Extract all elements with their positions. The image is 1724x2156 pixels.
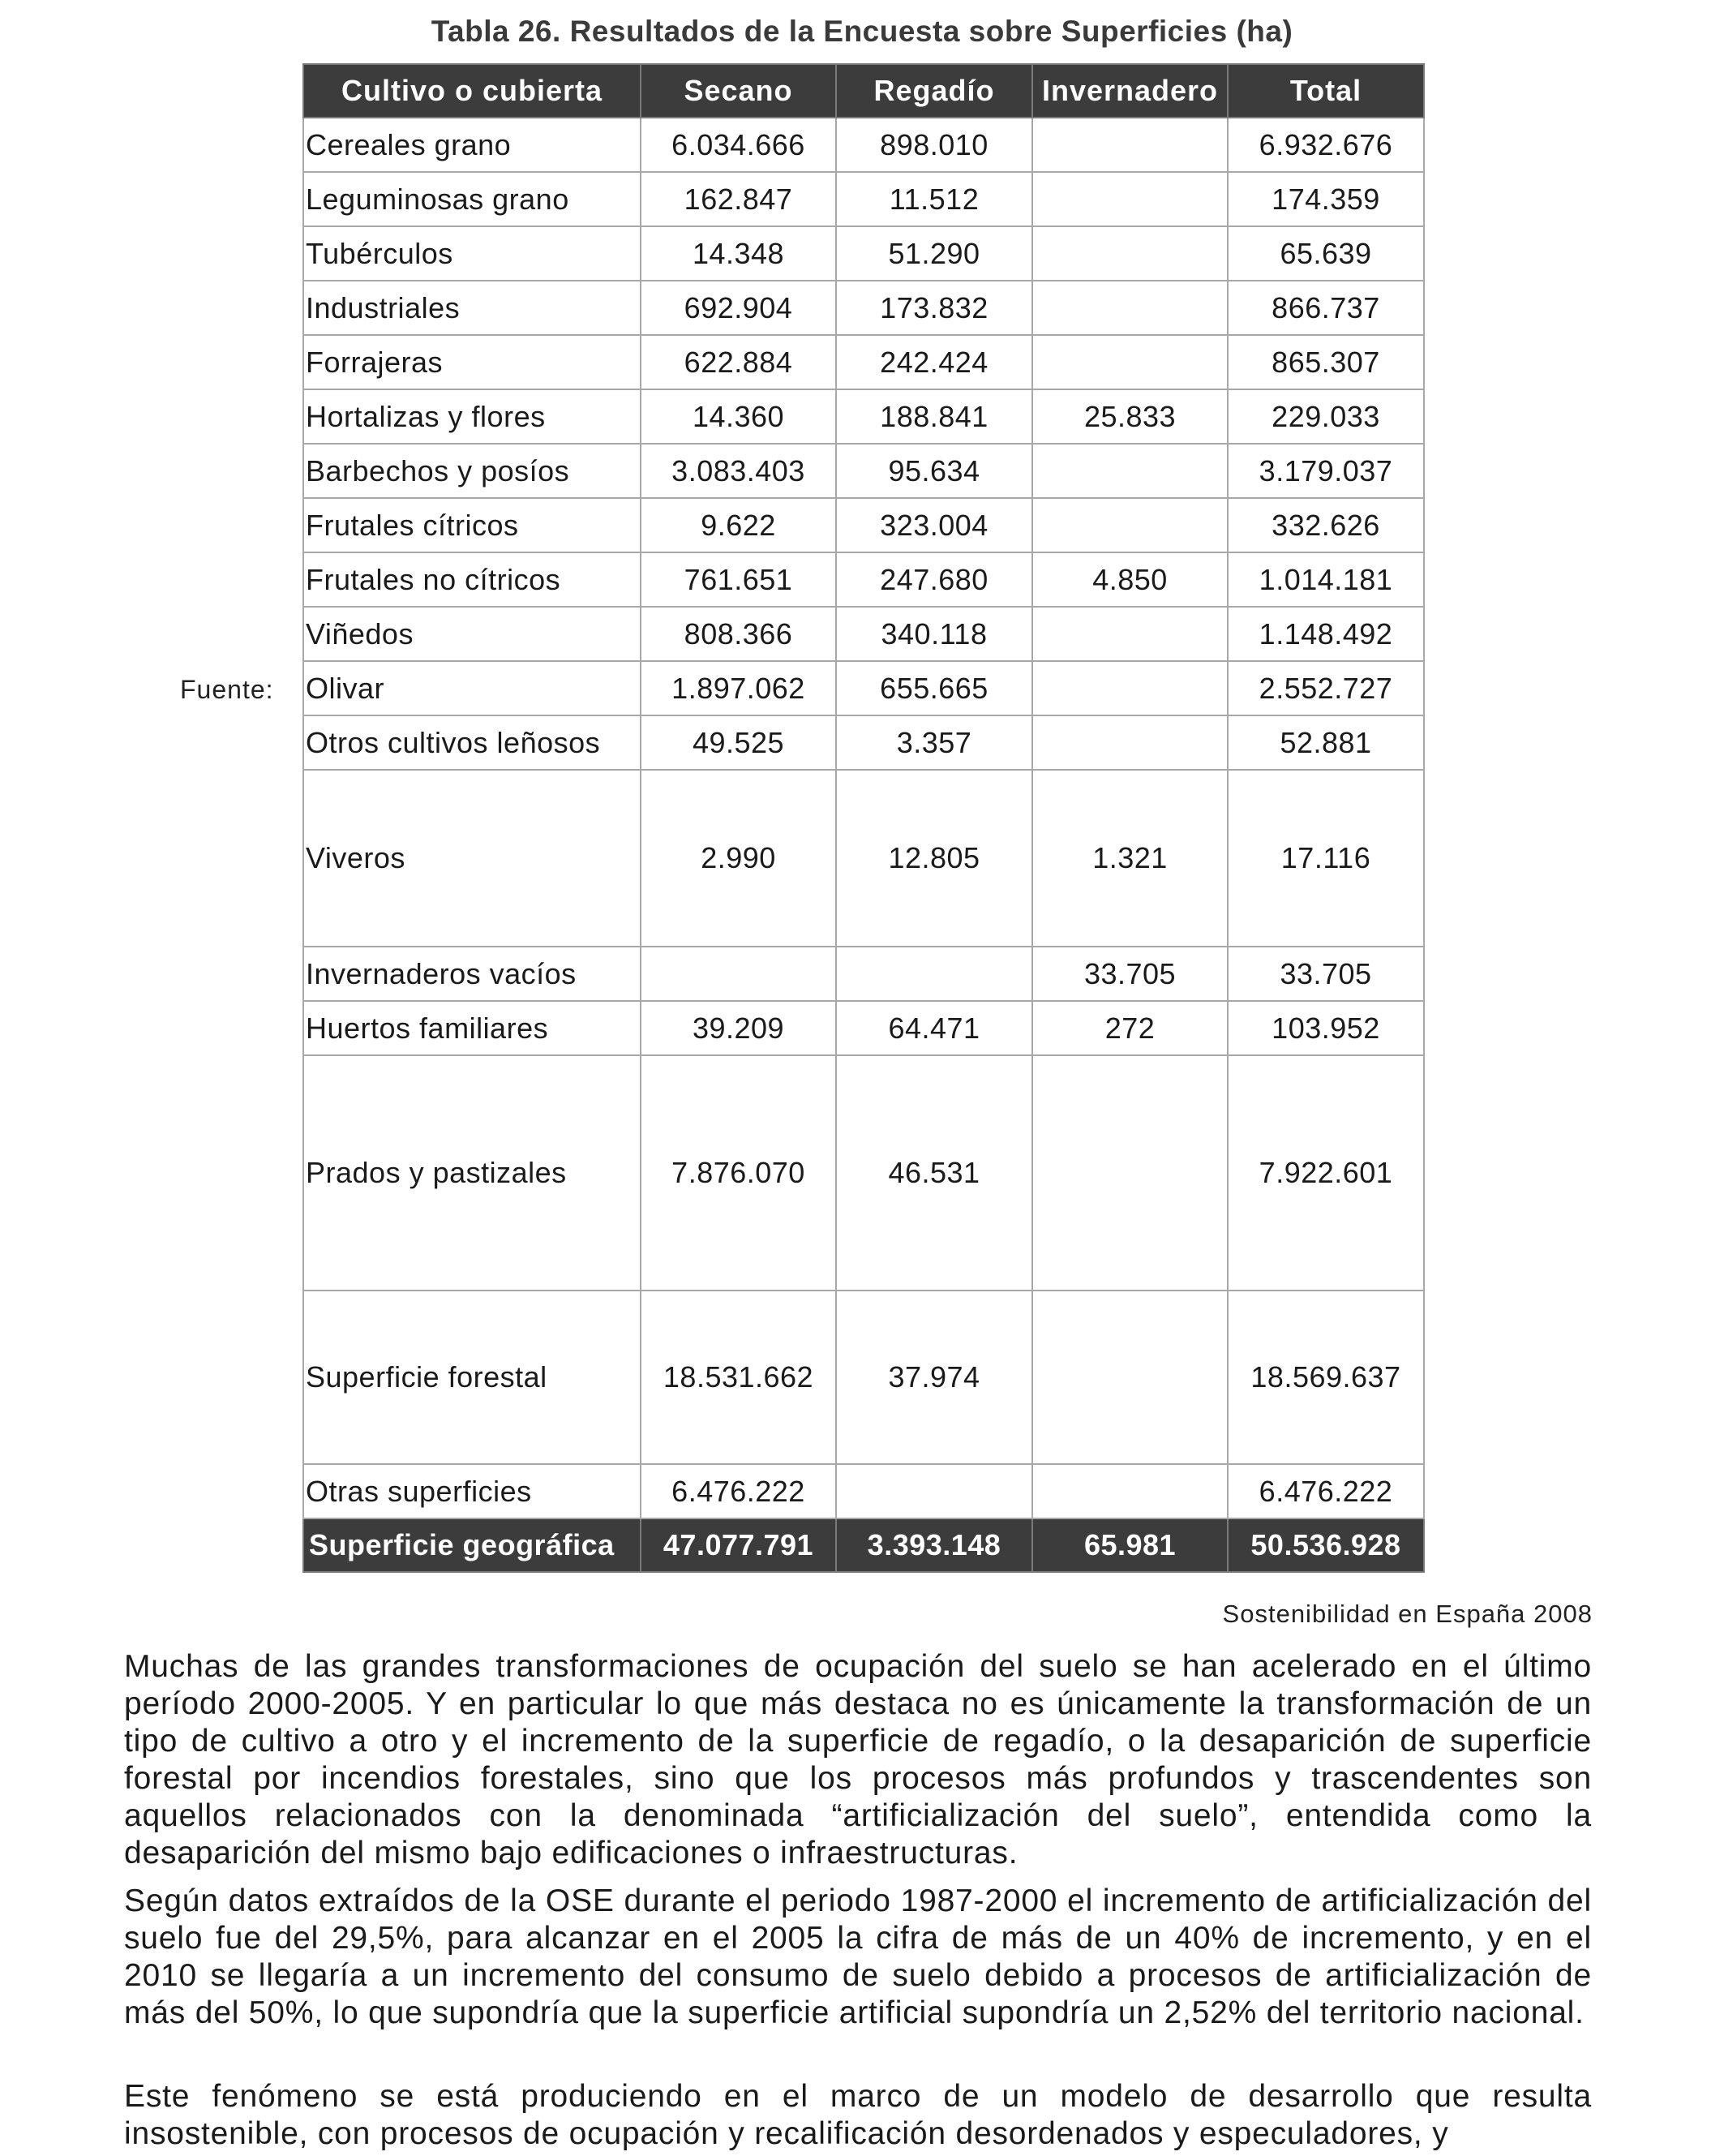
cell-secano: 1.897.062 bbox=[641, 661, 836, 715]
body-paragraph: Este fenómeno se está produciendo en el marco de un modelo de desarrollo que resulta insostenible, con procesos de ocupación y recalificación desordenados y especuladores, y bbox=[124, 2079, 1592, 2151]
cell-secano: 39.209 bbox=[641, 1001, 836, 1055]
cell-total: 332.626 bbox=[1228, 498, 1424, 552]
cell-invernadero: 4.850 bbox=[1032, 552, 1228, 607]
cell-regadio: 11.512 bbox=[836, 172, 1032, 226]
row-label: Frutales no cítricos bbox=[303, 552, 641, 607]
table-row bbox=[303, 118, 1424, 172]
table-row bbox=[303, 770, 1424, 947]
row-label: Superficie forestal bbox=[303, 1291, 641, 1464]
table-row bbox=[303, 172, 1424, 226]
cell-secano: 3.083.403 bbox=[641, 444, 836, 498]
row-label: Olivar bbox=[303, 661, 641, 715]
header-secano: Secano bbox=[641, 64, 836, 118]
cell-total: 52.881 bbox=[1228, 715, 1424, 770]
cell-secano: 9.622 bbox=[641, 498, 836, 552]
cell-secano: 162.847 bbox=[641, 172, 836, 226]
row-label: Tubérculos bbox=[303, 226, 641, 281]
cell-regadio: 247.680 bbox=[836, 552, 1032, 607]
table-row bbox=[303, 715, 1424, 770]
cell-invernadero bbox=[1032, 607, 1228, 661]
total-invernadero: 65.981 bbox=[1032, 1518, 1228, 1572]
cell-invernadero bbox=[1032, 118, 1228, 172]
header-cultivo: Cultivo o cubierta bbox=[303, 64, 641, 118]
cell-secano: 692.904 bbox=[641, 281, 836, 335]
row-label: Frutales cítricos bbox=[303, 498, 641, 552]
table-row bbox=[303, 947, 1424, 1001]
cell-regadio: 12.805 bbox=[836, 770, 1032, 947]
header-invernadero: Invernadero bbox=[1032, 64, 1228, 118]
total-row bbox=[303, 1518, 1424, 1572]
cell-invernadero: 1.321 bbox=[1032, 770, 1228, 947]
cell-invernadero bbox=[1032, 444, 1228, 498]
cell-secano: 14.348 bbox=[641, 226, 836, 281]
row-label: Forrajeras bbox=[303, 335, 641, 389]
table-caption: Tabla 26. Resultados de la Encuesta sobre Superficies (ha) bbox=[431, 15, 1293, 48]
cell-invernadero bbox=[1032, 498, 1228, 552]
cell-secano: 622.884 bbox=[641, 335, 836, 389]
cell-total: 2.552.727 bbox=[1228, 661, 1424, 715]
table-row bbox=[303, 552, 1424, 607]
cell-regadio: 95.634 bbox=[836, 444, 1032, 498]
table-row bbox=[303, 1464, 1424, 1518]
cell-regadio bbox=[836, 947, 1032, 1001]
cell-regadio: 323.004 bbox=[836, 498, 1032, 552]
cell-regadio: 173.832 bbox=[836, 281, 1032, 335]
table-row bbox=[303, 498, 1424, 552]
cell-total: 1.014.181 bbox=[1228, 552, 1424, 607]
row-label: Huertos familiares bbox=[303, 1001, 641, 1055]
cell-invernadero bbox=[1032, 226, 1228, 281]
total-regadio: 3.393.148 bbox=[836, 1518, 1032, 1572]
row-label: Invernaderos vacíos bbox=[303, 947, 641, 1001]
fuente-label: Fuente: bbox=[180, 675, 274, 704]
cell-regadio: 64.471 bbox=[836, 1001, 1032, 1055]
cell-secano bbox=[641, 947, 836, 1001]
cell-invernadero: 33.705 bbox=[1032, 947, 1228, 1001]
cell-total: 33.705 bbox=[1228, 947, 1424, 1001]
row-label: Cereales grano bbox=[303, 118, 641, 172]
cell-total: 17.116 bbox=[1228, 770, 1424, 947]
table-row bbox=[303, 607, 1424, 661]
total-secano: 47.077.791 bbox=[641, 1518, 836, 1572]
row-label: Otras superficies bbox=[303, 1464, 641, 1518]
cell-total: 6.476.222 bbox=[1228, 1464, 1424, 1518]
cell-secano: 14.360 bbox=[641, 389, 836, 444]
row-label: Otros cultivos leñosos bbox=[303, 715, 641, 770]
cell-total: 7.922.601 bbox=[1228, 1055, 1424, 1291]
cell-invernadero: 272 bbox=[1032, 1001, 1228, 1055]
cell-invernadero bbox=[1032, 1055, 1228, 1291]
row-label: Barbechos y posíos bbox=[303, 444, 641, 498]
cell-secano: 6.476.222 bbox=[641, 1464, 836, 1518]
cell-secano: 18.531.662 bbox=[641, 1291, 836, 1464]
survey-table bbox=[302, 63, 1425, 1573]
body-paragraph: Muchas de las grandes transformaciones de ocupación del suelo se han acelerado en el último período 2000-2005. Y en particular lo que más destaca no es únicamente la transformación de un tipo de cultivo a otro y el incremento de la superficie de regadío, o la desaparición de superficie forestal por incendios forestales, sino que los procesos más profundos y trascendentes son aquellos relacionados con la denominada “artificialización del suelo”, entendida como la desaparición del mismo bajo edificaciones o infraestructuras. bbox=[124, 1649, 1592, 1870]
table-row bbox=[303, 1001, 1424, 1055]
cell-total: 866.737 bbox=[1228, 281, 1424, 335]
cell-regadio: 51.290 bbox=[836, 226, 1032, 281]
cell-regadio: 242.424 bbox=[836, 335, 1032, 389]
cell-regadio bbox=[836, 1464, 1032, 1518]
header-total: Total bbox=[1228, 64, 1424, 118]
row-label: Hortalizas y flores bbox=[303, 389, 641, 444]
cell-total: 229.033 bbox=[1228, 389, 1424, 444]
cell-regadio: 188.841 bbox=[836, 389, 1032, 444]
row-label: Prados y pastizales bbox=[303, 1055, 641, 1291]
source-note: Sostenibilidad en España 2008 bbox=[1222, 1600, 1593, 1628]
cell-regadio: 655.665 bbox=[836, 661, 1032, 715]
cell-invernadero: 25.833 bbox=[1032, 389, 1228, 444]
row-label: Viñedos bbox=[303, 607, 641, 661]
cell-secano: 6.034.666 bbox=[641, 118, 836, 172]
cell-secano: 7.876.070 bbox=[641, 1055, 836, 1291]
table-row bbox=[303, 1291, 1424, 1464]
table-row bbox=[303, 335, 1424, 389]
table-row bbox=[303, 389, 1424, 444]
body-paragraph: Según datos extraídos de la OSE durante el periodo 1987-2000 el incremento de artificialización del suelo fue del 29,5%, para alcanzar en el 2005 la cifra de más de un 40% de incremento, y en el 2010 se llegaría a un incremento del consumo de suelo debido a procesos de artificialización de más del 50%, lo que supondría que la superficie artificial supondría un 2,52% del territorio nacional. bbox=[124, 1883, 1592, 2030]
cell-secano: 761.651 bbox=[641, 552, 836, 607]
header-row bbox=[303, 64, 1424, 118]
cell-invernadero bbox=[1032, 715, 1228, 770]
table-row bbox=[303, 226, 1424, 281]
cell-invernadero bbox=[1032, 281, 1228, 335]
table-row bbox=[303, 444, 1424, 498]
cell-total: 103.952 bbox=[1228, 1001, 1424, 1055]
total-total: 50.536.928 bbox=[1228, 1518, 1424, 1572]
table-row bbox=[303, 1055, 1424, 1291]
cell-regadio: 37.974 bbox=[836, 1291, 1032, 1464]
cell-invernadero bbox=[1032, 1291, 1228, 1464]
cell-invernadero bbox=[1032, 335, 1228, 389]
header-regadio: Regadío bbox=[836, 64, 1032, 118]
cell-secano: 808.366 bbox=[641, 607, 836, 661]
total-row-label: Superficie geográfica bbox=[303, 1518, 641, 1572]
cell-invernadero bbox=[1032, 172, 1228, 226]
cell-secano: 49.525 bbox=[641, 715, 836, 770]
cell-regadio: 3.357 bbox=[836, 715, 1032, 770]
table-row bbox=[303, 281, 1424, 335]
cell-invernadero bbox=[1032, 1464, 1228, 1518]
cell-total: 6.932.676 bbox=[1228, 118, 1424, 172]
row-label: Industriales bbox=[303, 281, 641, 335]
cell-total: 174.359 bbox=[1228, 172, 1424, 226]
cell-invernadero bbox=[1032, 661, 1228, 715]
cell-total: 865.307 bbox=[1228, 335, 1424, 389]
cell-regadio: 340.118 bbox=[836, 607, 1032, 661]
cell-regadio: 898.010 bbox=[836, 118, 1032, 172]
table-row bbox=[303, 661, 1424, 715]
cell-total: 18.569.637 bbox=[1228, 1291, 1424, 1464]
cell-regadio: 46.531 bbox=[836, 1055, 1032, 1291]
row-label: Leguminosas grano bbox=[303, 172, 641, 226]
cell-total: 65.639 bbox=[1228, 226, 1424, 281]
cell-secano: 2.990 bbox=[641, 770, 836, 947]
row-label: Viveros bbox=[303, 770, 641, 947]
cell-total: 1.148.492 bbox=[1228, 607, 1424, 661]
cell-total: 3.179.037 bbox=[1228, 444, 1424, 498]
